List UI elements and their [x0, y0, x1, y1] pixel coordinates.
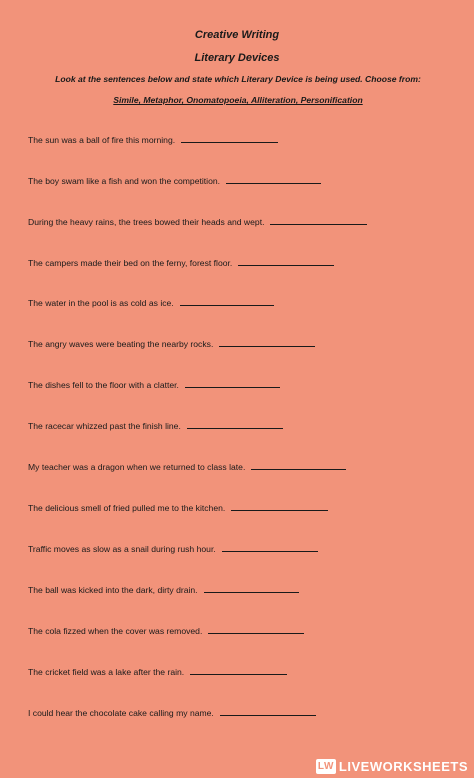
- answer-blank[interactable]: [204, 591, 299, 593]
- watermark: [316, 759, 468, 774]
- question-text: The water in the pool is as cold as ice.: [28, 298, 174, 308]
- question-row: [28, 135, 278, 145]
- answer-blank[interactable]: [270, 223, 367, 225]
- answer-blank[interactable]: [187, 427, 283, 429]
- question-text: The cricket field was a lake after the rain.: [28, 667, 185, 677]
- question-row: [28, 421, 283, 431]
- instruction-text: Look at the sentences below and state which Literary Device is being used. Choose from:: [55, 74, 421, 84]
- liveworksheets-logo-icon: LW: [317, 761, 334, 772]
- question-row: [28, 544, 318, 554]
- question-text: The angry waves were beating the nearby rocks.: [28, 339, 214, 349]
- question-row: [28, 217, 367, 227]
- question-row: [28, 380, 280, 390]
- question-text: Traffic moves as slow as a snail during rush hour.: [28, 544, 216, 554]
- answer-blank[interactable]: [220, 714, 316, 716]
- question-row: [28, 585, 299, 595]
- question-text: The dishes fell to the floor with a clatter.: [28, 380, 179, 390]
- answer-blank[interactable]: [219, 345, 315, 347]
- worksheet-title: Creative Writing: [194, 29, 280, 41]
- question-text: The campers made their bed on the ferny, forest floor.: [28, 258, 233, 268]
- question-text: The sun was a ball of fire this morning.: [28, 135, 176, 145]
- question-row: [28, 176, 321, 186]
- watermark-text: LIVEWORKSHEETS: [338, 759, 468, 774]
- question-text: My teacher was a dragon when we returned to class late.: [28, 462, 246, 472]
- question-row: [28, 667, 287, 677]
- question-row: [28, 258, 334, 268]
- question-text: The ball was kicked into the dark, dirty drain.: [28, 585, 198, 595]
- question-row: [28, 462, 346, 472]
- answer-blank[interactable]: [226, 182, 321, 184]
- question-text: The racecar whizzed past the finish line.: [28, 421, 181, 431]
- answer-blank[interactable]: [181, 141, 278, 143]
- answer-blank[interactable]: [190, 673, 287, 675]
- question-row: [28, 339, 315, 349]
- question-text: The boy swam like a fish and won the competition.: [28, 176, 221, 186]
- question-row: [28, 626, 304, 636]
- question-text: The cola fizzed when the cover was removed.: [28, 626, 203, 636]
- answer-blank[interactable]: [231, 509, 328, 511]
- question-text: During the heavy rains, the trees bowed their heads and wept.: [28, 217, 265, 227]
- question-text: I could hear the chocolate cake calling my name.: [28, 708, 214, 718]
- answer-blank[interactable]: [251, 468, 346, 470]
- answer-blank[interactable]: [180, 304, 274, 306]
- question-text: The delicious smell of fried pulled me to the kitchen.: [28, 503, 226, 513]
- answer-blank[interactable]: [185, 386, 280, 388]
- worksheet-subtitle: Literary Devices: [194, 52, 280, 64]
- question-row: [28, 503, 328, 513]
- choices-list: Simile, Metaphor, Onomatopoeia, Alliteration, Personification: [113, 95, 363, 105]
- question-row: [28, 298, 274, 308]
- answer-blank[interactable]: [222, 550, 318, 552]
- answer-blank[interactable]: [238, 264, 334, 266]
- question-row: [28, 708, 316, 718]
- answer-blank[interactable]: [208, 632, 304, 634]
